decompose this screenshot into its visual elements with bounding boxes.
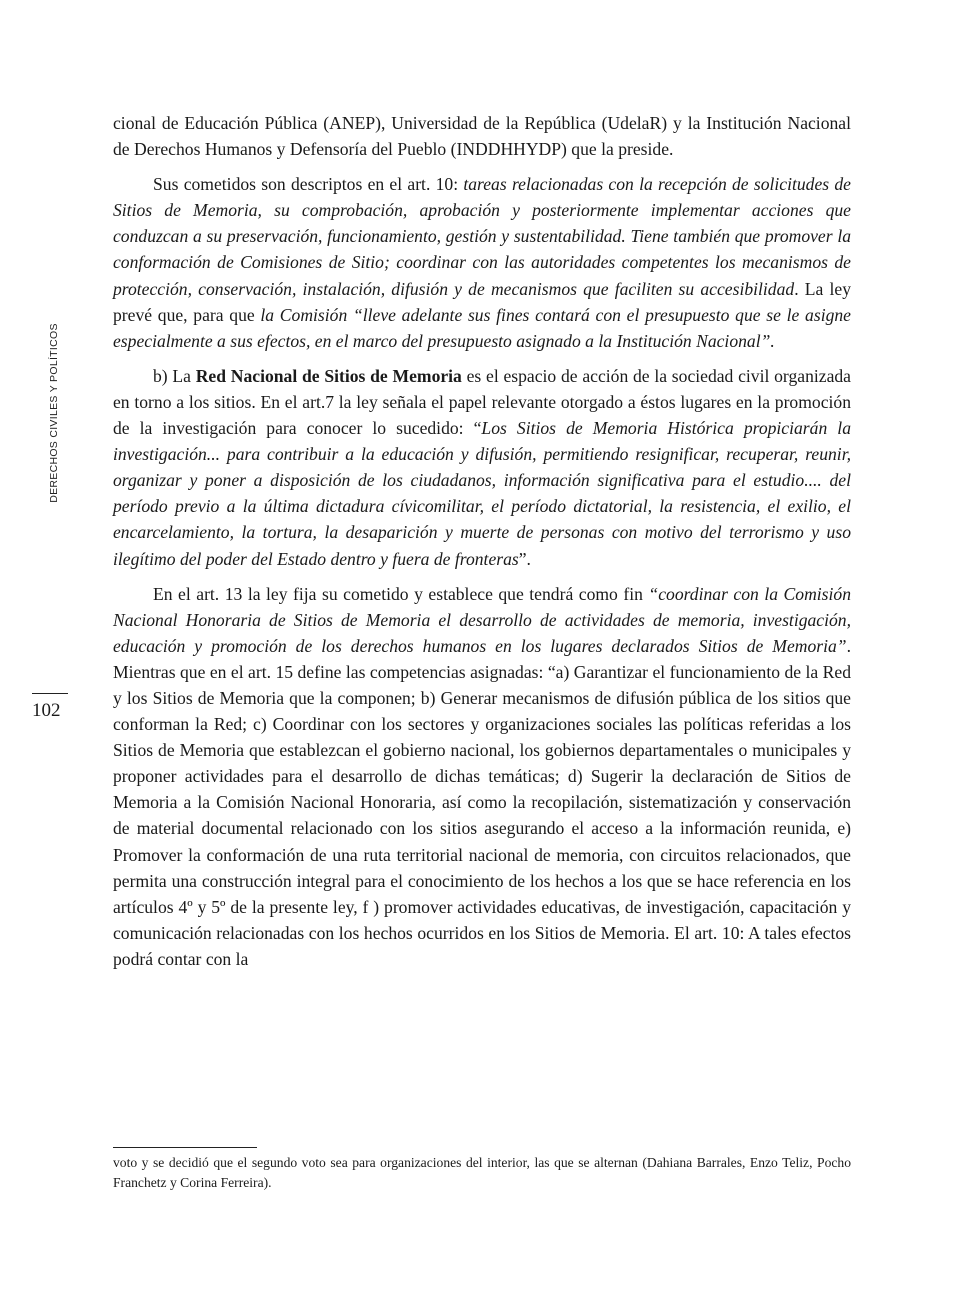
quoted-text: “coordinar con la Comisión Nacional Honoraria de Sitios de Memoria el desarrollo de actividades de memoria, investigación, educación y promoción de los derechos humanos en los lugares declarados Sitios de Memoria”	[113, 583, 851, 656]
paragraph-text: b) La	[153, 365, 196, 386]
paragraph-text: ”.	[518, 548, 531, 569]
quoted-text: tareas relacionadas con la recepción de solicitudes de Sitios de Memoria, su comprobación, aprobación y posteriormente implementar acciones que conduzcan a su preservación, funcionamiento, gestión y sustentabilidad. Tiene también que promover la conformación de Comisiones de Sitio; coordinar con las autoridades competentes los mecanismos de protección, conservación, instalación, difusión y de mecanismos que faciliten su accesibilidad	[113, 174, 851, 299]
bold-term: Red Nacional de Sitios de Memoria	[195, 365, 462, 386]
footnote-text: voto y se decidió que el segundo voto sea para organizaciones del interior, las que se alternan (Dahiana Barrales, Enzo Teliz, Pocho Franchetz y Corina Ferreira).	[113, 1155, 851, 1190]
paragraph-text: En el art. 13 la ley fija su cometido y establece que tendrá como fin	[153, 583, 649, 604]
paragraph-continuation	[113, 110, 851, 162]
footnote-rule	[113, 1147, 257, 1148]
body-text	[113, 110, 851, 981]
paragraph-text: . Mientras que en el art. 15 define las competencias asignadas: “a) Garantizar el funcionamiento de la Red y los Sitios de Memoria que la componen; b) Generar mecanismos de difusión pública de los sitios que conforman la Red; c) Coordinar con los sectores y organizaciones sociales las políticas referidas a los Sitios de Memoria que establezcan el gobierno nacional, los gobiernos departamentales o municipales y proponer actividades para el desarrollo de dichas temáticas; d) Sugerir la declaración de Sitios de Memoria a la Comisión Nacional Honoraria, así como la recopilación, sistematización y conservación de material documental relacionado con los sitios asegurando el acceso a la información reunida, e) Promover la conformación de una ruta territorial nacional de memoria, con circuitos relacionados, que permita una construcción integral para el conocimiento de los hechos a los que se hace referencia en los artículos 4º y 5º de la presente ley, f ) promover actividades educativas, de investigación, capacitación y comunicación relacionadas con los hechos ocurridos en los Sitios de Memoria. El art. 10: A tales efectos podrá contar con la	[113, 635, 851, 969]
quoted-text: la Comisión “lleve adelante sus fines contará con el presupuesto que se le asigne especialmente a sus efectos, en el marco del presupuesto asignado a la Institución Nacional”.	[113, 304, 851, 351]
paragraph-cometidos	[113, 171, 851, 354]
paragraph-red-nacional	[113, 363, 851, 572]
page-number-rule	[32, 693, 68, 694]
paragraph-text: cional de Educación Pública (ANEP), Universidad de la República (UdelaR) y la Institución Nacional de Derechos Humanos y Defensoría del Pueblo (INDDHHYDP) que la preside.	[113, 113, 851, 160]
section-side-label: DERECHOS CIVILES Y POLÍTICOS	[48, 323, 60, 503]
paragraph-text: es el espacio de acción de la sociedad civil organizada en torno a los sitios. En el art.7 la ley señala el papel relevante otorgado a éstos lugares en la promoción de la investigación para conocer lo sucedido: “	[113, 365, 851, 439]
paragraph-art-13	[113, 581, 851, 972]
paragraph-text: . La ley prevé que, para que	[113, 278, 851, 325]
quoted-text: Los Sitios de Memoria Histórica propiciarán la investigación... para contribuir a la educación y difusión, permitiendo resignificar, recuperar, reunir, organizar y poner a disposición de los ciudadanos, información significativa para el estudio.... del período previo a la última dictadura cívicomilitar, el período dictatorial, la resistencia, el exilio, el encarcelamiento, la tortura, la desaparición y muerte de personas con motivo del terrorismo y uso ilegítimo del poder del Estado dentro y fuera de fronteras	[113, 418, 851, 569]
page-number: 102	[32, 700, 61, 721]
paragraph-text: Sus cometidos son descriptos en el art. 10:	[153, 174, 464, 195]
